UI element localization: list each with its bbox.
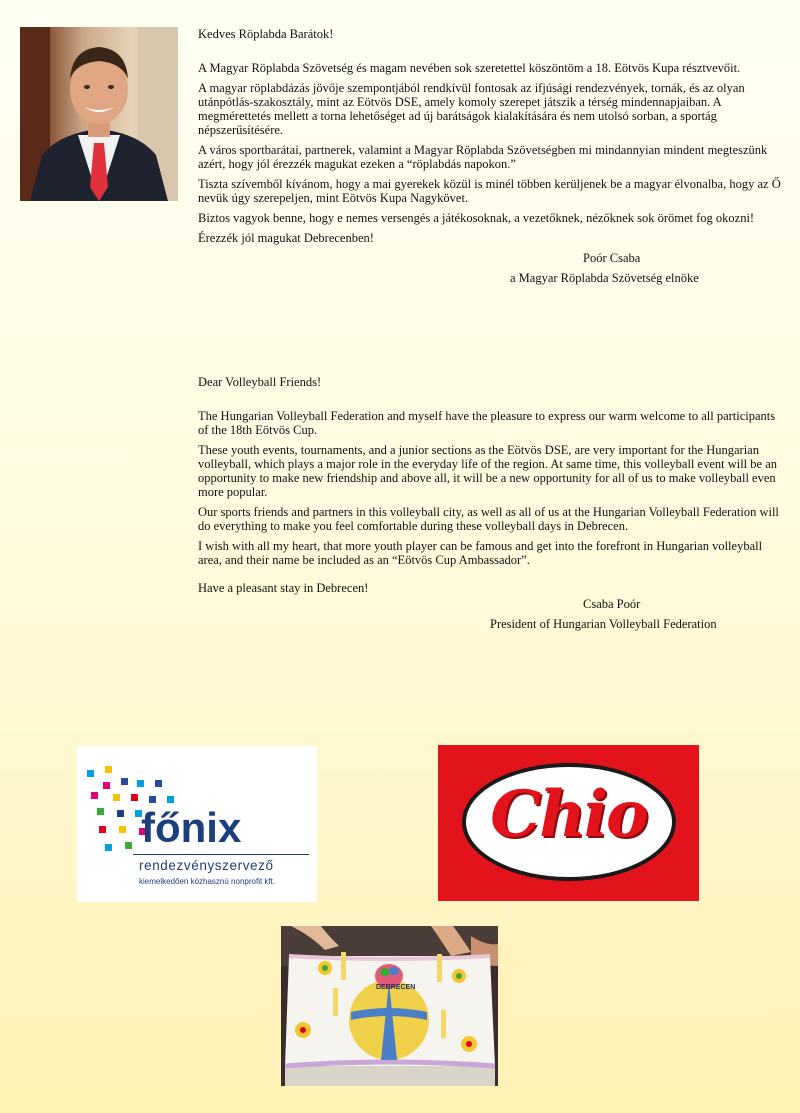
hungarian-paragraph: A magyar röplabdázás jövője szempontjából rendkívül fontosak az ifjúsági rendezvények, tornák, és az olyan utánpótlás-szakosztály, mint az Eötvös DSE, amely komoly szerepet játszik a térség mindennapjaiban. A megmérettetés mellett a torna lehetőséget ad új barátságok kialakítására és nem utolsó sorban, a sportág népszerűsítésére. — [198, 81, 745, 137]
fonix-subtitle: rendezvényszervező — [139, 858, 274, 873]
english-signature-name: Csaba Poór — [583, 597, 641, 611]
hungarian-paragraph: Tiszta szívemből kívánom, hogy a mai gyerekek közül is minél többen kerüljenek be a magyar élvonalba, hogy az Ő nevük úgy szerepeljen, mint Eötvös Kupa Nagykövet. — [198, 177, 781, 205]
hungarian-letter — [198, 27, 783, 291]
english-greeting: Dear Volleyball Friends! — [198, 375, 322, 389]
english-paragraph: I wish with all my heart, that more youth player can be famous and get into the forefront in Hungarian volleyball area, and their name be included as an “Eötvös Cup Ambassador”. — [198, 539, 763, 567]
english-closing: Have a pleasant stay in Debrecen! — [198, 581, 369, 595]
english-letter — [198, 375, 783, 637]
hungarian-paragraph: Biztos vagyok benne, hogy e nemes versengés a játékosoknak, a vezetőknek, nézőknek sok örömet fog okozni! — [198, 211, 755, 225]
english-paragraph: Our sports friends and partners in this volleyball city, as well as all of us at the Hungarian Volleyball Federation will do everything to make you feel comfortable during these volleyball days in Debrecen. — [198, 505, 779, 533]
hungarian-paragraph: A város sportbarátai, partnerek, valamint a Magyar Röplabda Szövetségben mi mindannyian mindent megteszünk azért, hogy jól érezzék magukat ezeken a “röplabdás napokon.” — [198, 143, 768, 171]
hungarian-greeting: Kedves Röplabda Barátok! — [198, 27, 334, 41]
cake-label: DEBRECEN — [376, 984, 416, 991]
english-paragraph: These youth events, tournaments, and a junior sections as the Eötvös DSE, are very important for the Hungarian volleyball, which plays a major role in the everyday life of the region. At same time, this volleyball event will be an opportunity to make new friendship and above all, it will be a new opportunity for all of us to make volleyball even more popular. — [198, 443, 778, 499]
cake-photo — [281, 926, 498, 1086]
english-paragraph: The Hungarian Volleyball Federation and myself have the pleasure to express our warm welcome to all participants of the 18th Eötvös Cup. — [198, 409, 776, 437]
fonix-divider — [133, 854, 309, 855]
hungarian-paragraph: Érezzék jól magukat Debrecenben! — [198, 231, 374, 245]
english-signature-title: President of Hungarian Volleyball Federation — [490, 617, 717, 631]
chio-logo — [438, 745, 699, 901]
portrait-photo — [20, 27, 178, 201]
fonix-name: főnix — [141, 804, 242, 851]
fonix-tagline: kiemelkedően közhasznú nonprofit kft. — [139, 877, 276, 886]
hungarian-paragraph: A Magyar Röplabda Szövetség és magam nevében sok szeretettel köszöntöm a 18. Eötvös Kupa résztvevőit. — [198, 61, 741, 75]
hungarian-signature-title: a Magyar Röplabda Szövetség elnöke — [510, 271, 699, 285]
hungarian-signature-name: Poór Csaba — [583, 251, 641, 265]
fonix-logo — [77, 746, 317, 902]
chio-name: Chio — [490, 777, 647, 852]
